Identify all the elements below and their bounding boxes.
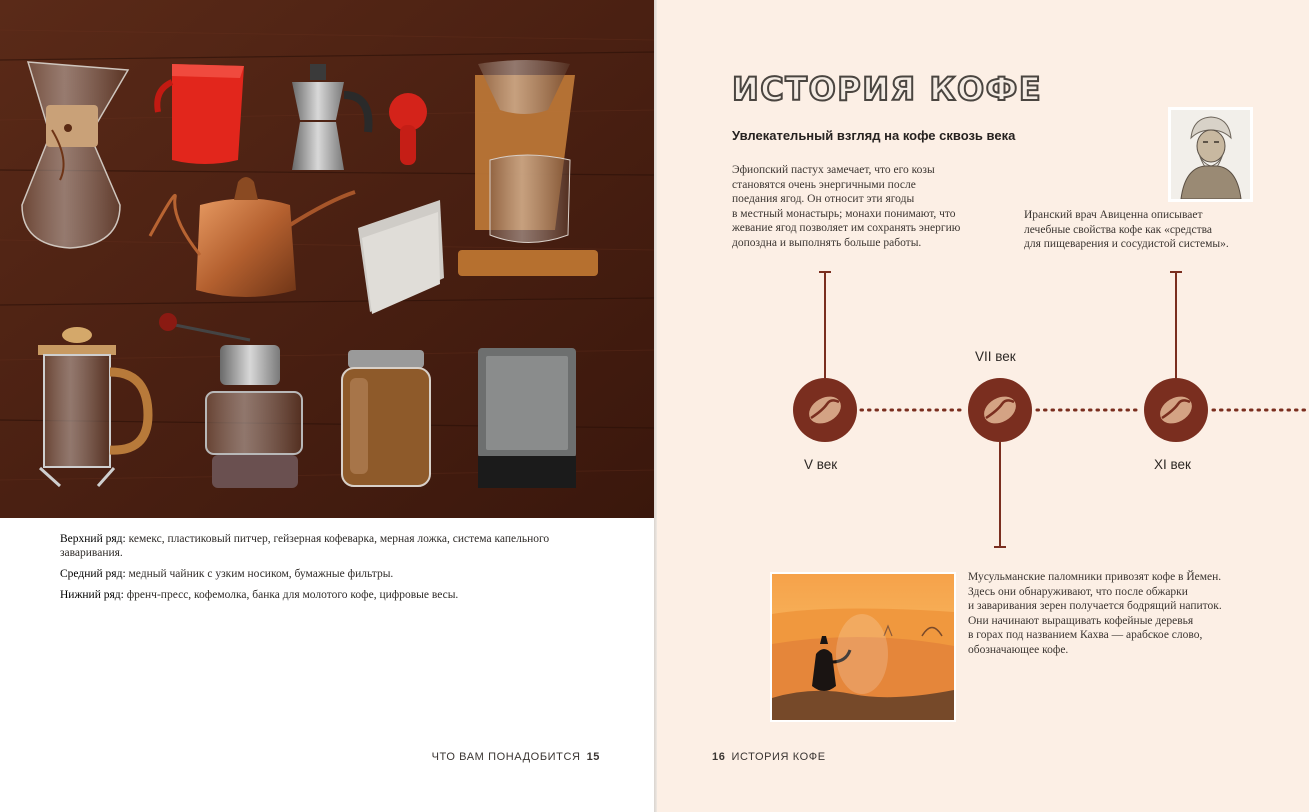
- page-title: ИСТОРИЯ КОФЕ: [732, 70, 1043, 108]
- caption-bottom-row: [60, 588, 600, 602]
- caption-label: Верхний ряд:: [60, 533, 126, 545]
- timeline-node-v-century: [793, 378, 857, 442]
- event-text-vii-century: Мусульманские паломники привозят кофе в Йемен. Здесь они обнаруживают, что после обжарки и заваривания зерен получается бодрящий напиток. Они начинают выращивать кофейные деревья в горах под названием Кахва — арабское слово, обозначающее кофе.: [968, 571, 1222, 656]
- page-number: 15: [586, 751, 600, 763]
- caption-text: медный чайник с узким носиком, бумажные фильтры.: [128, 568, 394, 580]
- timeline-node-xi-century: [1144, 378, 1208, 442]
- timeline-label-v-century: V век: [804, 457, 838, 472]
- timeline-node-vii-century: [968, 378, 1032, 442]
- caption-text: кемекс, пластиковый питчер, гейзерная кофеварка, мерная ложка, система капельного заваривания.: [60, 533, 550, 559]
- coffee-equipment-photo: [0, 0, 655, 518]
- caption-text: френч-пресс, кофемолка, банка для молотого кофе, цифровые весы.: [126, 589, 459, 601]
- footer-section-title: ЧТО ВАМ ПОНАДОБИТСЯ: [431, 751, 581, 763]
- photo-captions: [60, 532, 600, 609]
- footer-right: [712, 751, 826, 763]
- caption-label: Нижний ряд:: [60, 589, 124, 601]
- timeline-label-vii-century: VII век: [975, 349, 1016, 364]
- event-text-v-century: Эфиопский пастух замечает, что его козы становятся очень энергичными после поедания ягод. Он относит эти ягоды в местный монастырь; монахи понимают, что жевание ягод позволяет им сохранять энергию допоздна и выполнять больше работы.: [732, 164, 961, 249]
- event-text-xi-century: Иранский врач Авиценна описывает лечебные свойства кофе как «средства для пищеварения и сосудистой системы».: [1024, 209, 1229, 250]
- timeline: [657, 0, 1309, 812]
- right-page: [657, 0, 1309, 812]
- caption-label: Средний ряд:: [60, 568, 126, 580]
- footer-left: [432, 751, 600, 763]
- page-subtitle: Увлекательный взгляд на кофе сквозь века: [732, 128, 1016, 143]
- timeline-label-xi-century: XI век: [1154, 457, 1191, 472]
- page-number: 16: [712, 751, 726, 763]
- footer-section-title: ИСТОРИЯ КОФЕ: [731, 751, 826, 763]
- caption-middle-row: [60, 567, 600, 581]
- caption-top-row: [60, 532, 600, 560]
